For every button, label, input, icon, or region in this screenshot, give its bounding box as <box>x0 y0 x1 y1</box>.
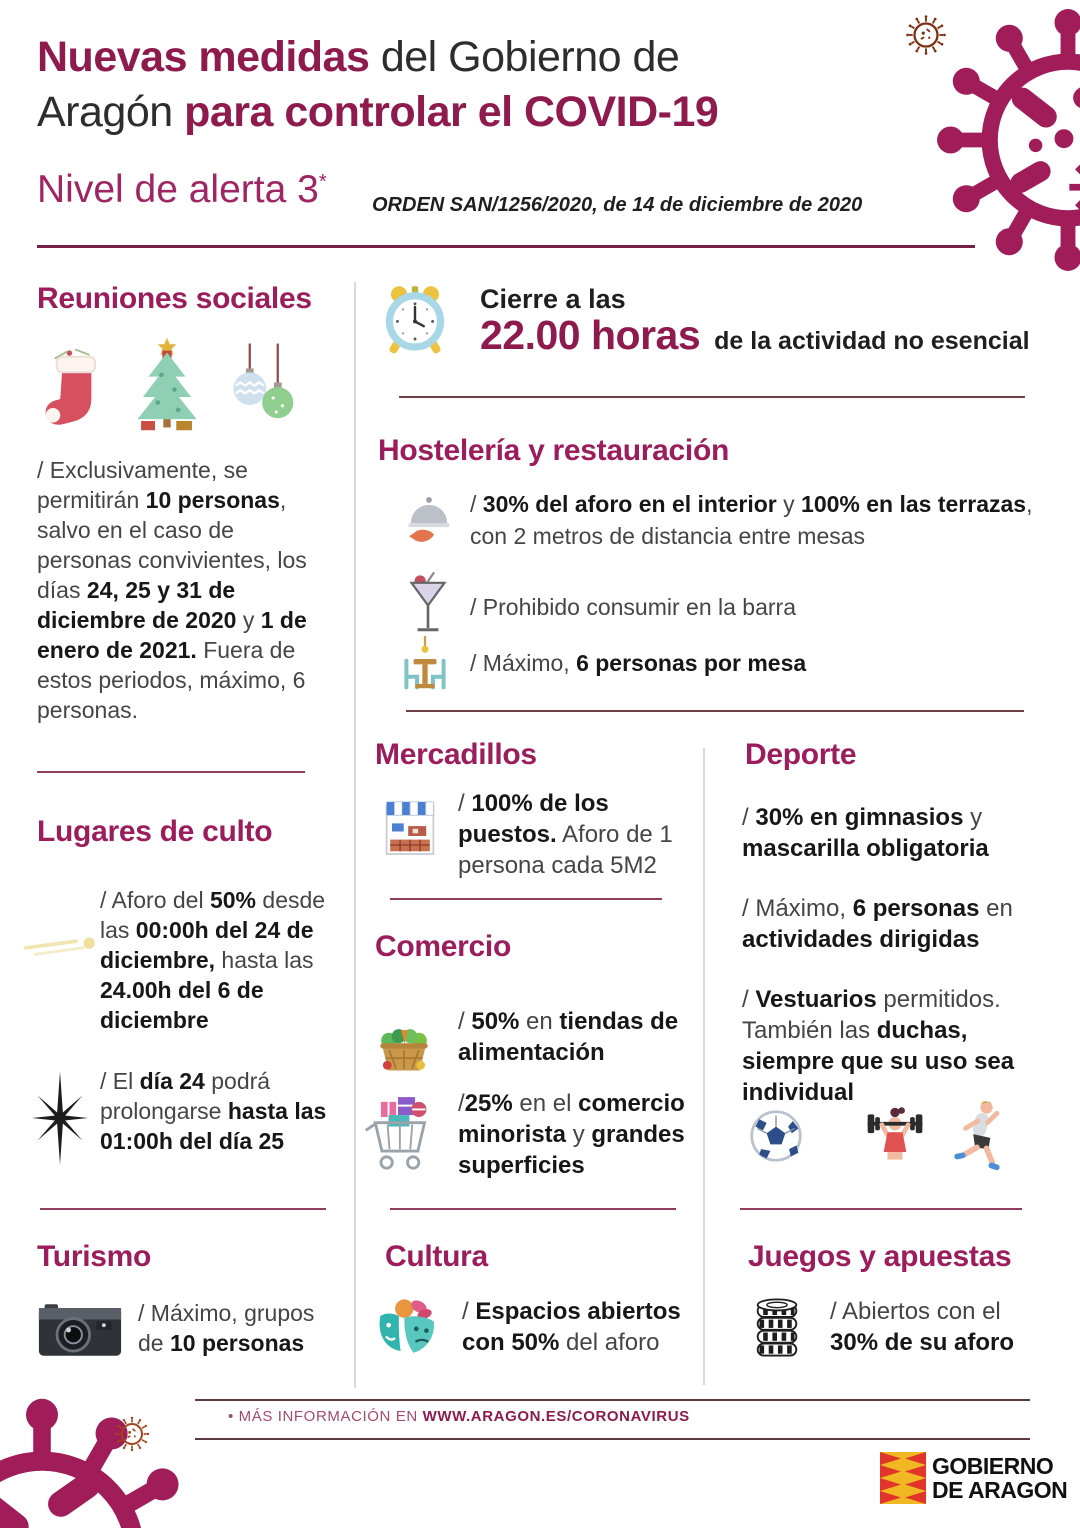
hosteleria-item-1: / 30% del aforo en el interior y 100% en las terrazas, con 2 metros de distancia entre mesas <box>470 491 1033 549</box>
comercio-item-2: /25% en el comercio minorista y grandes superficies <box>458 1090 685 1179</box>
reuniones-body: / Exclusivamente, se permitirán 10 personas, salvo en el caso de personas convivientes, los días 24, 25 y 31 de diciembre de 2020 y 1 de enero de 2021. Fuera de estos periodos, máximo, 6 personas. <box>37 457 307 723</box>
column-divider-right <box>703 748 705 1385</box>
divider <box>740 1208 1022 1210</box>
christmas-tree-icon <box>130 332 204 436</box>
logo-text <box>932 1454 1067 1502</box>
running-icon <box>948 1098 1006 1174</box>
page-title <box>37 30 917 140</box>
section-heading-mercadillos: Mercadillos <box>375 738 537 771</box>
section-heading-turismo: Turismo <box>37 1240 152 1273</box>
shopping-cart-icon <box>362 1092 434 1178</box>
title-line-1: Nuevas medidas del Gobierno de <box>37 33 680 81</box>
alert-level <box>37 168 327 212</box>
hosteleria-item-2: / Prohibido consumir en la barra <box>470 594 796 620</box>
header-divider <box>37 245 975 248</box>
market-stall-icon <box>383 796 437 858</box>
poker-chips-icon <box>752 1292 802 1362</box>
footer-info <box>228 1408 690 1425</box>
section-heading-reuniones: Reuniones sociales <box>37 282 312 315</box>
section-heading-cultura: Cultura <box>385 1240 488 1273</box>
virus-icon <box>0 1394 202 1528</box>
divider <box>406 710 1024 712</box>
food-basket-icon <box>375 1014 433 1076</box>
deporte-item-2: / Máximo, 6 personas en actividades dirigidas <box>742 895 1013 953</box>
alarm-clock-icon <box>383 281 447 357</box>
divider <box>37 771 305 773</box>
serving-dish-icon <box>404 490 454 556</box>
order-reference: ORDEN SAN/1256/2020, de 14 de diciembre de 2020 <box>372 194 863 216</box>
bethlehem-star-icon <box>32 1068 88 1168</box>
soccer-ball-icon <box>748 1108 804 1164</box>
title-line-2: Aragón para controlar el COVID-19 <box>37 88 719 136</box>
comercio-item-1: / 50% en tiendas de alimentación <box>458 1008 679 1066</box>
virus-outline-icon <box>112 1414 152 1454</box>
closure-time: 22.00 horas <box>480 312 701 358</box>
deporte-item-1: / 30% en gimnasios y mascarilla obligatoria <box>742 804 989 862</box>
weightlifting-icon <box>862 1103 928 1169</box>
footer-info-label: MÁS INFORMACIÓN EN <box>238 1408 423 1425</box>
camera-icon <box>37 1300 123 1360</box>
column-divider-left <box>354 282 356 1388</box>
closure-intro: Cierre a las <box>480 284 626 314</box>
logo-line-1: GOBIERNO <box>932 1453 1054 1479</box>
divider <box>40 1208 326 1210</box>
section-heading-hosteleria: Hostelería y restauración <box>378 434 729 467</box>
section-heading-lugares-culto: Lugares de culto <box>37 815 273 848</box>
bullet: • <box>228 1408 234 1425</box>
coronavirus-url[interactable]: WWW.ARAGON.ES/CORONAVIRUS <box>422 1408 690 1425</box>
divider <box>399 396 1025 398</box>
virus-icon <box>933 5 1080 275</box>
logo-line-2: DE ARAGON <box>932 1477 1068 1503</box>
mercadillos-item-1: / 100% de los puestos. Aforo de 1 persona cada 5M2 <box>458 790 673 879</box>
footer-divider-top <box>195 1399 1030 1401</box>
alert-level-text: Nivel de alerta 3 <box>37 168 319 211</box>
cultura-item-1: / Espacios abiertos con 50% del aforo <box>462 1298 681 1356</box>
section-heading-comercio: Comercio <box>375 930 511 963</box>
section-heading-deporte: Deporte <box>745 738 857 771</box>
alert-asterisk: * <box>318 171 327 193</box>
theater-masks-icon <box>373 1292 443 1362</box>
turismo-item-1: / Máximo, grupos de 10 personas <box>138 1300 315 1356</box>
divider <box>390 898 662 900</box>
deporte-item-3: / Vestuarios permitidos. También las duchas, siempre que su uso sea individual <box>742 986 1015 1106</box>
divider <box>390 1208 676 1210</box>
shooting-star-icon <box>22 928 106 962</box>
lugares-item-1: / Aforo del 50% desde las 00:00h del 24 de diciembre, hasta las 24.00h del 6 de diciembre <box>100 887 326 1033</box>
section-heading-juegos: Juegos y apuestas <box>748 1240 1012 1273</box>
lugares-item-2: / El día 24 podrá prolongarse hasta las 01:00h del día 25 <box>100 1068 327 1154</box>
stocking-icon <box>42 336 106 436</box>
closure-scope: de la actividad no esencial <box>714 327 1030 355</box>
footer-divider-bottom <box>195 1438 1030 1440</box>
aragon-flag-icon <box>880 1452 926 1504</box>
table-chairs-icon <box>394 634 456 700</box>
juegos-item-1: / Abiertos con el 30% de su aforo <box>830 1298 1015 1356</box>
closure-line <box>480 312 1030 359</box>
hosteleria-item-3: / Máximo, 6 personas por mesa <box>470 650 807 676</box>
gobierno-aragon-logo <box>880 1452 1067 1504</box>
baubles-icon <box>228 332 298 436</box>
